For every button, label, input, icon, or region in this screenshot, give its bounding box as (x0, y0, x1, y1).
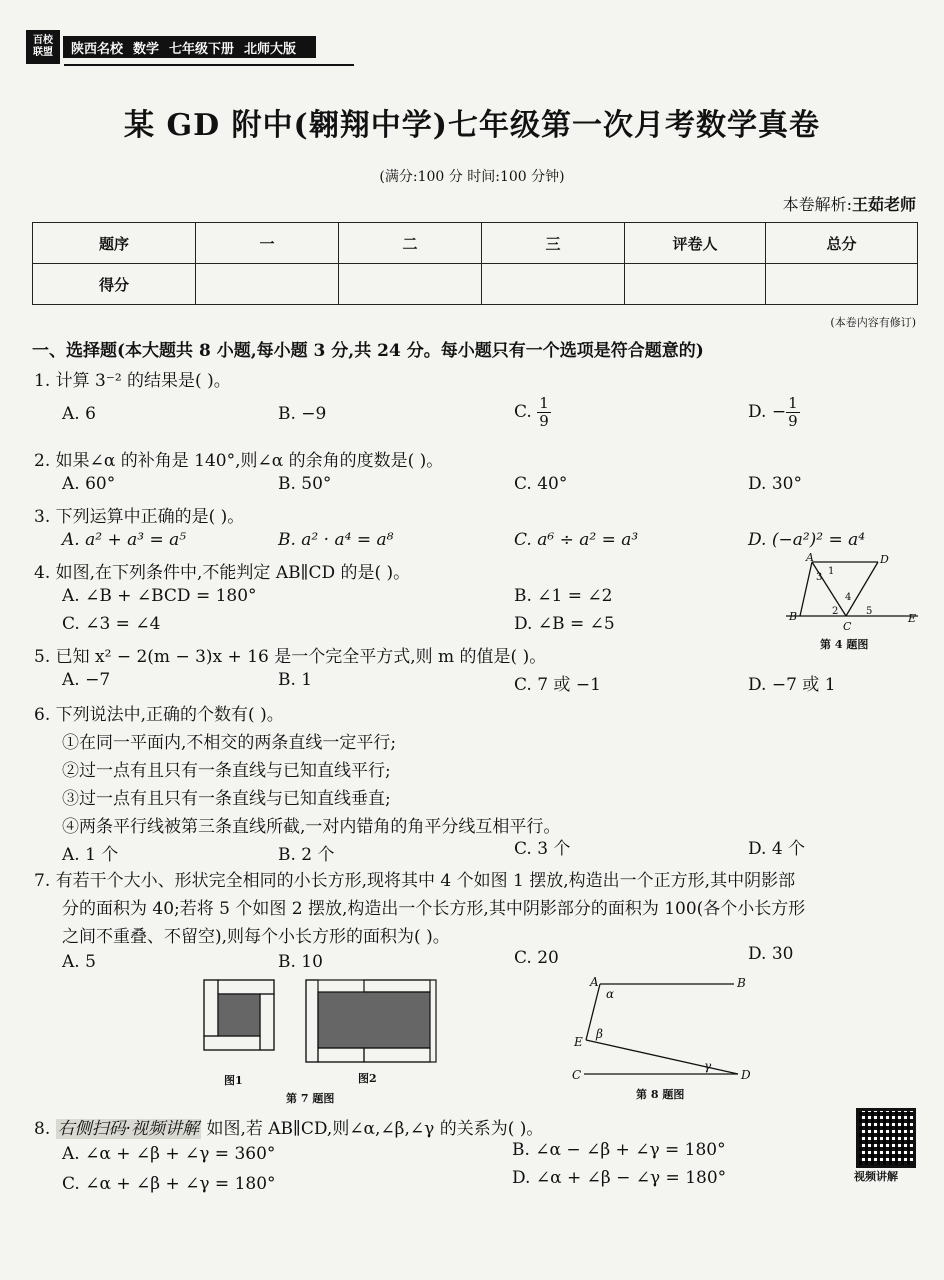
q6-option-d: D. 4 个 (748, 839, 806, 859)
q8-figure-caption: 第 8 题图 (636, 1088, 685, 1101)
revision-note: (本卷内容有修订) (830, 316, 916, 329)
q6-option-c: C. 3 个 (514, 839, 571, 859)
q4-figure-caption: 第 4 题图 (820, 638, 869, 651)
score-input-cell[interactable] (766, 264, 918, 305)
score-table (32, 222, 918, 305)
score-header-cell: 一 (196, 223, 339, 264)
logo-line2: 联盟 (33, 47, 53, 58)
angle-3: 3 (816, 572, 823, 583)
q1-c-prefix: C. (514, 402, 532, 422)
label-b: B (737, 976, 746, 990)
edition-label: 北师大版 (244, 41, 297, 57)
angle-alpha: α (606, 987, 615, 1001)
line-ed (586, 1040, 738, 1074)
score-input-cell[interactable] (339, 264, 482, 305)
section-heading: 一、选择题(本大题共 8 小题,每小题 3 分,共 24 分。每小题只有一个选项是符合题意的) (32, 341, 704, 361)
q2-option-d: D. 30° (748, 474, 802, 494)
score-header-cell: 二 (339, 223, 482, 264)
qr-caption: 视频讲解 (854, 1170, 898, 1183)
label-e: E (908, 612, 917, 625)
q7-fig1-label: 图1 (224, 1074, 243, 1087)
q1-option-b: B. −9 (278, 404, 327, 424)
q5-option-d: D. −7 或 1 (748, 675, 836, 695)
q7-fig1-shaded (218, 994, 260, 1036)
label-a: A (590, 975, 599, 989)
q6-statement-1: ①在同一平面内,不相交的两条直线一定平行; (62, 733, 397, 753)
score-header-cell: 题序 (33, 223, 196, 264)
q7-option-c: C. 20 (514, 948, 559, 968)
angle-gamma: γ (704, 1059, 712, 1073)
q3-stem: 3. 下列运算中正确的是( )。 (34, 507, 245, 527)
q2-option-c: C. 40° (514, 474, 568, 494)
q7-line3: 之间不重叠、不留空),则每个小长方形的面积为( )。 (62, 927, 450, 947)
angle-4: 4 (845, 592, 852, 603)
q7-option-d: D. 30 (748, 944, 794, 964)
q1-d-prefix: D. − (748, 402, 787, 422)
angle-5: 5 (866, 606, 873, 617)
q7-fig2-shaded (318, 992, 430, 1048)
q5-option-c: C. 7 或 −1 (514, 675, 601, 695)
q5-option-b: B. 1 (278, 670, 313, 690)
score-input-cell[interactable] (196, 264, 339, 305)
label-d: D (741, 1068, 751, 1082)
q4-figure (786, 552, 920, 652)
score-input-cell[interactable] (625, 264, 766, 305)
q7-option-a: A. 5 (62, 952, 96, 972)
fraction-denominator: 9 (539, 412, 549, 430)
grade-label: 七年级下册 (169, 41, 235, 57)
q6-statement-4: ④两条平行线被第三条直线所截,一对内错角的角平分线互相平行。 (62, 817, 561, 837)
label-c: C (843, 620, 852, 633)
analysis-credit (783, 192, 916, 215)
q6-stem: 6. 下列说法中,正确的个数有( )。 (34, 705, 284, 725)
subject-label: 数学 (133, 41, 160, 57)
q2-option-b: B. 50° (278, 474, 332, 494)
school-label: 陕西名校 (71, 41, 124, 57)
score-header-cell: 评卷人 (625, 223, 766, 264)
q2-option-a: A. 60° (62, 474, 116, 494)
q6-option-b: B. 2 个 (278, 845, 335, 865)
q1-option-a: A. 6 (62, 404, 96, 424)
q7-figure (200, 976, 444, 1106)
header-divider (64, 64, 354, 66)
label-b: B (789, 610, 798, 623)
label-d: D (880, 553, 889, 566)
q8-stem-text: 如图,若 AB∥CD,则∠α,∠β,∠γ 的关系为( )。 (201, 1119, 544, 1139)
analysis-prefix: 本卷解析: (782, 195, 852, 214)
q4-option-c: C. ∠3 = ∠4 (62, 614, 161, 634)
q6-statement-2: ②过一点有且只有一条直线与已知直线平行; (62, 761, 391, 781)
q8-stem (34, 1114, 543, 1139)
label-e: E (574, 1035, 583, 1049)
q5-option-a: A. −7 (62, 670, 111, 690)
page-title: 某 GD 附中(翱翔中学)七年级第一次月考数学真卷 (124, 108, 820, 143)
q7-fig2 (306, 980, 436, 1062)
q8-figure (560, 972, 780, 1102)
q3-option-d: D. (−a²)² = a⁴ (748, 530, 866, 550)
line-dc (846, 562, 878, 616)
q6-option-a: A. 1 个 (62, 845, 119, 865)
score-header-cell: 三 (482, 223, 625, 264)
q3-option-b: B. a² · a⁴ = a⁸ (278, 530, 394, 550)
q8-option-b: B. ∠α − ∠β + ∠γ = 180° (512, 1140, 726, 1160)
fraction-numerator: 1 (539, 394, 549, 412)
header-bar (26, 30, 316, 64)
q6-statement-3: ③过一点有且只有一条直线与已知直线垂直; (62, 789, 391, 809)
video-tag[interactable]: 右侧扫码·视频讲解 (57, 1119, 200, 1139)
q5-stem: 5. 已知 x² − 2(m − 3)x + 16 是一个完全平方式,则 m 的值是( )。 (34, 647, 547, 667)
q7-figure-caption: 第 7 题图 (286, 1092, 335, 1105)
q1-option-d (748, 395, 800, 430)
qr-code-icon[interactable] (856, 1108, 916, 1168)
q2-stem: 2. 如果∠α 的补角是 140°,则∠α 的余角的度数是( )。 (34, 451, 444, 471)
q1-option-c (514, 395, 551, 430)
q1-stem: 1. 计算 3⁻² 的结果是( )。 (34, 371, 231, 391)
q1-c-fraction (537, 395, 551, 430)
q3-option-a: A. a² + a³ = a⁵ (62, 530, 187, 550)
q4-stem: 4. 如图,在下列条件中,不能判定 AB∥CD 的是( )。 (34, 563, 411, 583)
logo-line1: 百校 (33, 35, 53, 46)
q7-fig2-label: 图2 (358, 1072, 377, 1085)
score-input-cell[interactable] (482, 264, 625, 305)
fraction-numerator: 1 (788, 394, 798, 412)
q7-line1: 7. 有若干个大小、形状完全相同的小长方形,现将其中 4 个如图 1 摆放,构造出一个正方形,其中阴影部 (34, 871, 796, 891)
angle-2: 2 (832, 606, 839, 617)
label-c: C (572, 1068, 582, 1082)
exam-info: (满分:100 分 时间:100 分钟) (379, 169, 565, 185)
line-ab (800, 562, 812, 616)
q7-line2: 分的面积为 40;若将 5 个如图 2 摆放,构造出一个长方形,其中阴影部分的面积为 100(各个小长方形 (62, 899, 806, 919)
score-table-header-row (33, 223, 918, 264)
q4-option-b: B. ∠1 = ∠2 (514, 586, 613, 606)
publisher-logo (26, 30, 60, 64)
q8-option-a: A. ∠α + ∠β + ∠γ = 360° (62, 1144, 276, 1164)
q4-option-d: D. ∠B = ∠5 (514, 614, 615, 634)
q8-option-c: C. ∠α + ∠β + ∠γ = 180° (62, 1174, 276, 1194)
q4-option-a: A. ∠B + ∠BCD = 180° (62, 586, 257, 606)
series-label (63, 36, 316, 58)
fraction-denominator: 9 (788, 412, 798, 430)
q8-option-d: D. ∠α + ∠β − ∠γ = 180° (512, 1168, 727, 1188)
angle-1: 1 (828, 566, 835, 577)
analysis-teacher: 王茹老师 (851, 195, 916, 214)
q3-option-c: C. a⁶ ÷ a² = a³ (514, 530, 639, 550)
q7-option-b: B. 10 (278, 952, 323, 972)
label-a: A (806, 552, 814, 564)
q1-d-fraction (786, 395, 800, 430)
q8-number: 8. (34, 1119, 51, 1139)
q7-fig1 (204, 980, 274, 1050)
score-row-label: 得分 (33, 264, 196, 305)
score-header-cell: 总分 (766, 223, 918, 264)
angle-beta: β (596, 1027, 603, 1041)
score-table-score-row (33, 264, 918, 305)
